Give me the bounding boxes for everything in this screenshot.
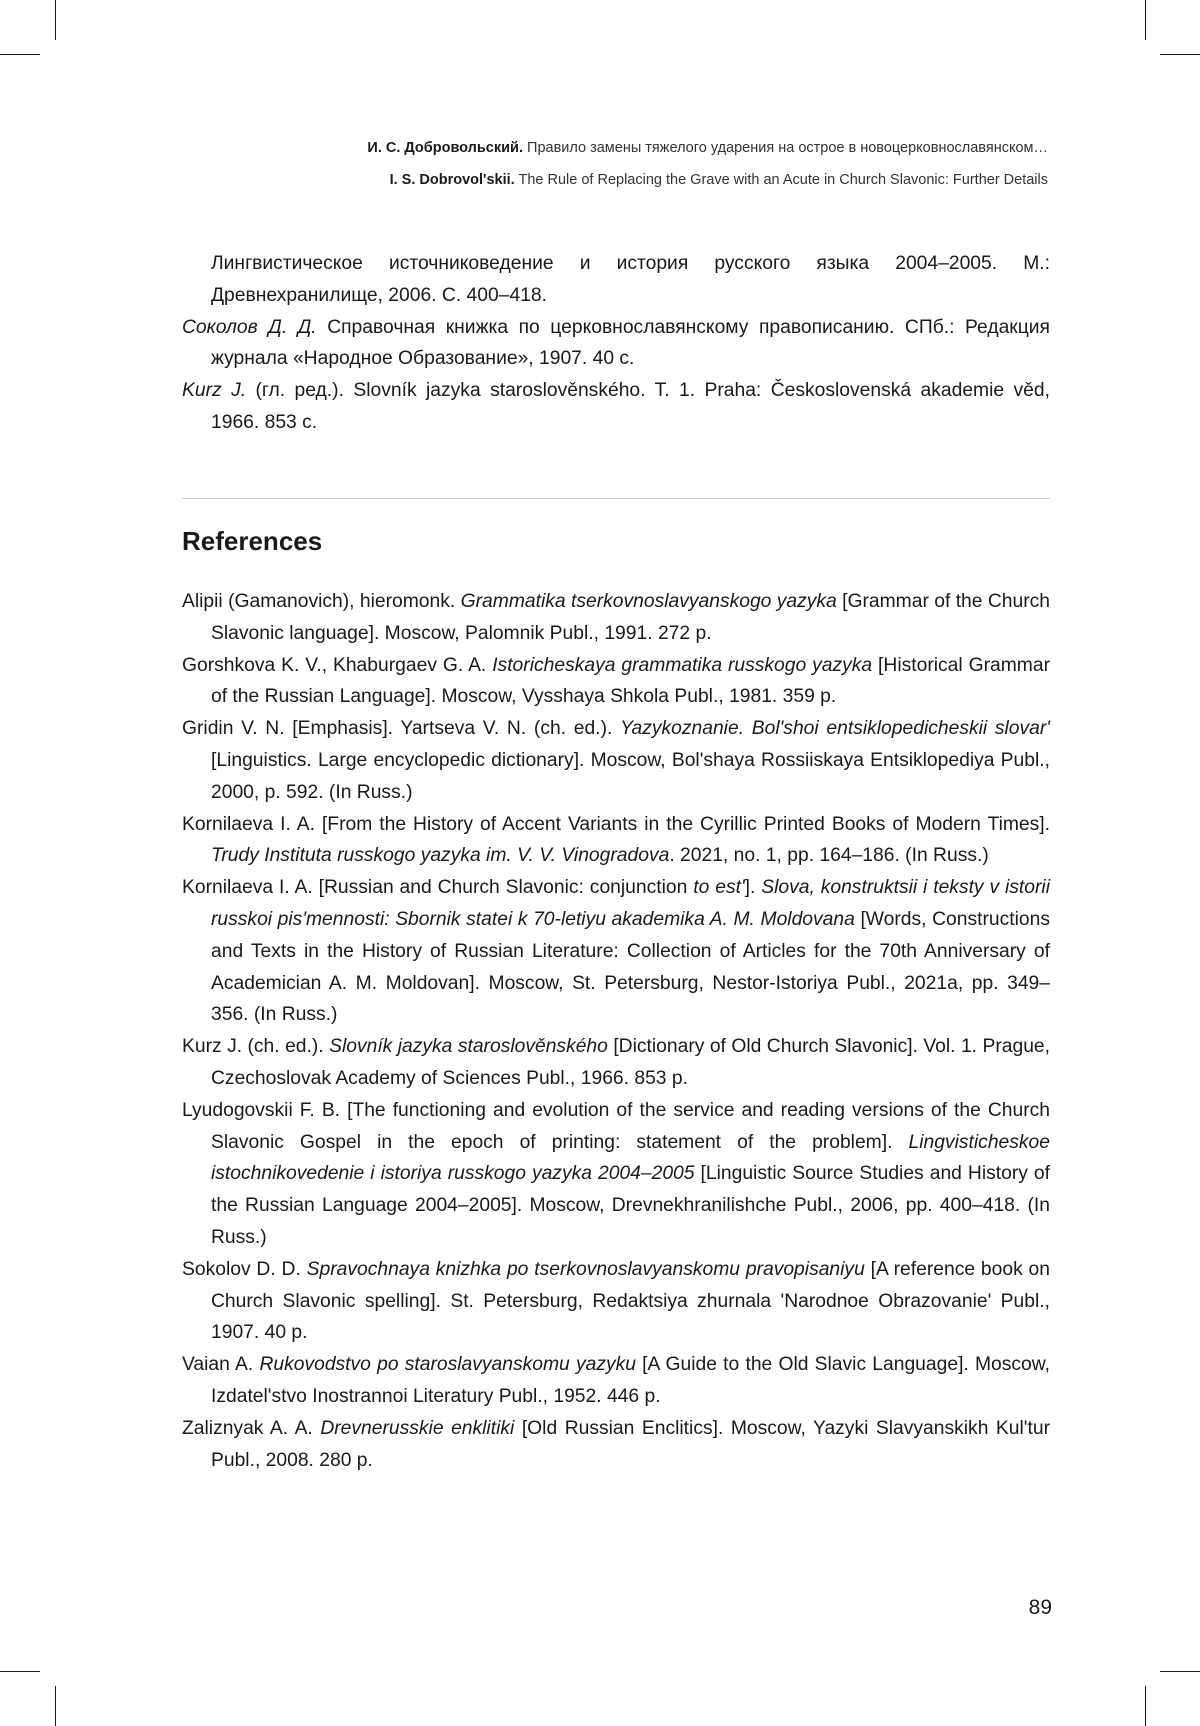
- ref-title: Trudy Instituta russkogo yazyka im. V. V. Vinogradova: [211, 845, 670, 867]
- ref-text: [A reference book on Church Slavonic spelling]. St. Petersburg, Redaktsiya zhurnala 'Narodnoe Obrazovanie' Publ., 1907. 40 p.: [211, 1258, 1051, 1344]
- ref-text: Vaian A.: [182, 1354, 260, 1376]
- ref-title: Slova, konstruktsii i teksty v istorii russkoi pis'mennosti: Sbornik statei k 70-letiyu akademika A. M. Moldovana: [211, 877, 1050, 930]
- ref-ru-text: (гл. ред.). Slovník jazyka staroslověnského. T. 1. Praha: Československá akademie věd, 1966. 853 с.: [211, 380, 1050, 433]
- references-heading: References: [182, 526, 323, 556]
- ref-ru-kurz: [182, 375, 1050, 439]
- ref-text: Sokolov D. D.: [182, 1258, 307, 1280]
- crop-mark-br-h: [1160, 1671, 1200, 1672]
- russian-reference-list: [182, 248, 1050, 439]
- reference-item: [182, 1031, 1050, 1095]
- ref-text: Zaliznyak A. A.: [182, 1417, 321, 1439]
- reference-item: [182, 1254, 1050, 1349]
- crop-mark-tr-v: [1145, 0, 1146, 40]
- section-divider: [182, 498, 1050, 499]
- crop-mark-bl-v: [55, 1686, 56, 1726]
- reference-item: [182, 586, 1050, 650]
- ref-text: [Historical Grammar of the Russian Language]. Moscow, Vysshaya Shkola Publ., 1981. 359 p.: [211, 654, 1051, 708]
- ref-text: ].: [744, 877, 762, 899]
- ref-text: Kornilaeva I. A. [Russian and Church Slavonic: conjunction: [182, 877, 694, 899]
- ref-text: [Linguistics. Large encyclopedic dictionary]. Moscow, Bol'shaya Rossiiskaya Entsiklopediya Publ., 2000, p. 592. (In Russ.): [211, 749, 1050, 803]
- running-header-ru: [367, 140, 1048, 156]
- references-list: [182, 586, 1050, 1476]
- crop-mark-bl-h: [0, 1671, 40, 1672]
- ref-title: to est': [693, 877, 745, 899]
- ref-title: Yazykoznanie. Bol'shoi entsiklopedicheskii slovar': [620, 718, 1050, 740]
- reference-item: [182, 650, 1050, 714]
- reference-item: [182, 872, 1050, 1031]
- ref-text: [Dictionary of Old Church Slavonic]. Vol. 1. Prague, Czechoslovak Academy of Sciences Publ., 1966. 853 p.: [211, 1036, 1051, 1089]
- ref-title: Istoricheskaya grammatika russkogo yazyka: [492, 654, 873, 676]
- crop-mark-br-v: [1145, 1686, 1146, 1726]
- crop-mark-tl-h: [0, 54, 40, 55]
- ref-text: Lyudogovskii F. B. [The functioning and evolution of the service and reading versions of the Church Slavonic Gospel in the epoch of printing: statement of the problem].: [182, 1099, 1050, 1153]
- ref-ru-continuation: [182, 248, 1050, 312]
- header-author-ru: И. С. Добровольский.: [367, 140, 523, 156]
- ref-title: Lingvisticheskoe istochnikovedenie i istoriya russkogo yazyka 2004–2005: [211, 1131, 1050, 1185]
- ref-text: Alipii (Gamanovich), hieromonk.: [182, 591, 461, 612]
- ref-ru-author: Соколов Д. Д.: [182, 316, 317, 338]
- ref-ru-sokolov: [182, 312, 1050, 376]
- crop-mark-tl-v: [55, 0, 56, 40]
- header-title-ru: Правило замены тяжелого ударения на острое в новоцерковнославянском…: [527, 140, 1048, 156]
- ref-title: Rukovodstvo po staroslavyanskomu yazyku: [259, 1354, 636, 1376]
- ref-title: Grammatika tserkovnoslavyanskogo yazyka: [460, 591, 837, 612]
- reference-item: [182, 1349, 1050, 1413]
- ref-text: . 2021, no. 1, pp. 164–186. (In Russ.): [669, 845, 989, 867]
- ref-text: [Old Russian Enclitics]. Moscow, Yazyki Slavyanskikh Kul'tur Publ., 2008. 280 p.: [211, 1417, 1050, 1471]
- reference-item: [182, 809, 1050, 873]
- ref-text: [Grammar of the Church Slavonic language]. Moscow, Palomnik Publ., 1991. 272 p.: [211, 591, 1051, 644]
- ref-title: Drevnerusskie enklitiki: [320, 1417, 515, 1439]
- header-title-en: The Rule of Replacing the Grave with an Acute in Church Slavonic: Further Details: [518, 172, 1048, 188]
- ref-text: Kornilaeva I. A. [From the History of Accent Variants in the Cyrillic Printed Books of Modern Times].: [182, 813, 1050, 835]
- ref-title: Slovník jazyka staroslověnského: [329, 1036, 608, 1058]
- reference-item: [182, 1095, 1050, 1254]
- ref-ru-author: Kurz J.: [182, 380, 247, 402]
- ref-ru-text: Лингвистическое источниковедение и история русского языка 2004–2005. М.: Древнехранилище, 2006. С. 400–418.: [211, 253, 1050, 306]
- running-header-en: [390, 172, 1048, 188]
- ref-title: Spravochnaya knizhka po tserkovnoslavyanskomu pravopisaniyu: [306, 1258, 865, 1280]
- page-number: 89: [1028, 1596, 1052, 1619]
- reference-item: [182, 1413, 1050, 1477]
- ref-text: Gridin V. N. [Emphasis]. Yartseva V. N. (ch. ed.).: [182, 718, 621, 740]
- ref-ru-text: Справочная книжка по церковнославянскому правописанию. СПб.: Редакция журнала «Народное Образование», 1907. 40 с.: [211, 316, 1050, 370]
- ref-text: [Linguistic Source Studies and History of the Russian Language 2004–2005]. Moscow, Drevnekhranilishche Publ., 2006, pp. 400–418. (In Russ.): [211, 1163, 1050, 1248]
- ref-text: Gorshkova K. V., Khaburgaev G. A.: [182, 654, 493, 676]
- ref-text: Kurz J. (ch. ed.).: [182, 1036, 330, 1058]
- ref-text: [A Guide to the Old Slavic Language]. Moscow, Izdatel'stvo Inostrannoi Literatury Publ., 1952. 446 p.: [211, 1354, 1050, 1407]
- reference-item: [182, 713, 1050, 808]
- ref-text: [Words, Constructions and Texts in the History of Russian Literature: Collection of Articles for the 70th Anniversary of Academician A. M. Moldovan]. Moscow, St. Petersburg, Nestor-Istoriya Publ., 2021a, pp. 349–356. (In Russ.): [211, 908, 1050, 1026]
- crop-mark-tr-h: [1160, 54, 1200, 55]
- header-author-en: I. S. Dobrovol'skii.: [389, 172, 515, 188]
